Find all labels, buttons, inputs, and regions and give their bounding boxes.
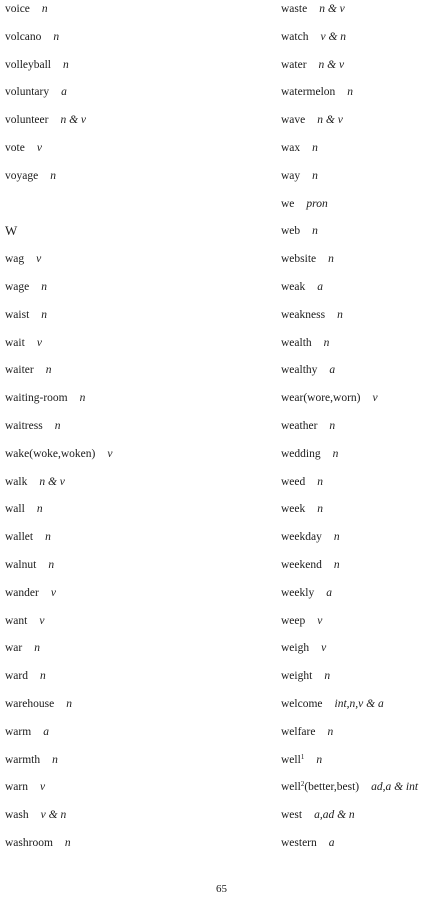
vocabulary-entry [281,778,441,806]
entry-part-of-speech: v [50,586,56,599]
entry-word [281,417,317,435]
entry-word [281,167,300,185]
entry-part-of-speech: n [333,558,340,571]
vocabulary-entry [281,612,441,640]
vocabulary-entry [281,111,441,139]
entry-word-text: wear(wore,worn) [281,392,361,405]
entry-part-of-speech: n [34,642,40,655]
entry-word-text: warehouse [5,697,55,710]
blank-row [5,195,265,223]
entry-word [281,389,361,407]
entry-word-text: volunteer [5,114,49,127]
entry-part-of-speech: n [41,280,48,293]
entry-word-text: weekday [281,531,322,544]
vocabulary-entry [5,306,265,334]
entry-part-of-speech: n [45,531,51,544]
vocabulary-entry [5,28,265,56]
entry-part-of-speech: v [36,141,42,154]
vocabulary-entry [5,556,265,584]
entry-word-text: wax [281,141,301,154]
entry-word [5,389,68,407]
entry-word [281,445,321,463]
entry-word-text: waste [281,3,308,15]
vocabulary-entry [5,417,265,445]
vocabulary-entry [5,334,265,362]
entry-word [5,139,25,157]
entry-word [5,28,41,46]
entry-word-text: wag [5,253,25,266]
entry-word-text: weak [281,280,306,293]
vocabulary-entry [5,528,265,556]
vocabulary-entry [5,361,265,389]
vocabulary-entry [5,584,265,612]
entry-word-text: wave [281,114,306,127]
entry-word-text: water [281,58,307,71]
entry-word-text: walk [5,475,28,488]
entry-part-of-speech: n [54,419,61,432]
entry-word-superscript: 1 [300,752,305,761]
entry-part-of-speech: a,ad & n [314,809,355,822]
entry-word [5,695,54,713]
entry-part-of-speech: v [36,336,42,349]
vocabulary-entry [5,473,265,501]
vocabulary-entry [281,667,441,695]
vocabulary-entry [5,0,265,28]
vocabulary-entry [5,278,265,306]
entry-word-text: voluntary [5,86,50,99]
vocabulary-entry [5,667,265,695]
vocabulary-entry [5,639,265,667]
entry-word-text: waitress [5,419,43,432]
entry-part-of-speech: n & v [318,58,345,71]
vocabulary-entry [5,806,265,834]
entry-word [5,500,25,518]
entry-word-text: warn [5,781,28,794]
entry-word-text: weigh [281,642,310,655]
entry-part-of-speech: n [317,503,324,516]
entry-word [5,0,30,18]
entry-part-of-speech: n [329,419,336,432]
entry-word-text: wallet [5,531,34,544]
entry-part-of-speech: n & v [319,3,345,15]
entry-word-text: wake(woke,woken) [5,447,96,460]
vocabulary-entry [5,500,265,528]
entry-word-text: western [281,836,317,849]
entry-word [5,612,27,630]
entry-word [281,0,307,18]
entry-word-text: wall [5,503,25,516]
entry-word-text: way [281,169,301,182]
entry-word [281,806,302,824]
entry-word [281,306,325,324]
entry-word-text: warm [5,725,32,738]
entry-word [281,195,294,213]
entry-word-text: weight [281,670,313,683]
entry-word-text: want [5,614,28,627]
vocabulary-entry [281,639,441,667]
vocabulary-entry [281,0,441,28]
vocabulary-entry [281,222,441,250]
vocabulary-entry [281,306,441,334]
entry-part-of-speech: ad,a & int [371,781,419,794]
entry-part-of-speech: n [323,336,330,349]
entry-word [5,667,28,685]
entry-word [5,473,27,491]
page-number: 65 [216,883,227,895]
entry-word-text: weep [281,614,306,627]
entry-word [5,83,49,101]
entry-word-text: wander [5,586,39,599]
vocabulary-entry [281,723,441,751]
entry-part-of-speech: n [64,836,71,849]
vocabulary-entry [281,361,441,389]
entry-word-text: waiting-room [5,392,68,405]
entry-word-text: watermelon [281,86,336,99]
entry-word [281,556,322,574]
entry-part-of-speech: n [41,308,48,321]
entry-part-of-speech: n [45,364,52,377]
entry-word [5,806,29,824]
vocabulary-entry [5,778,265,806]
entry-word-text: waiter [5,364,34,377]
entry-word [281,222,300,240]
letter-heading-text: W [5,223,18,239]
entry-part-of-speech: v [372,392,378,405]
entry-word-text: well [281,753,301,766]
entry-word [281,723,315,741]
entry-word-text: wait [5,336,25,349]
entry-word-text: wedding [281,447,321,460]
entry-word [5,751,40,769]
entry-word-text: volleyball [5,58,51,71]
vocabulary-entry [281,167,441,195]
entry-word-text: well [281,781,301,794]
entry-word-text: web [281,225,301,238]
entry-word-text: watch [281,30,309,43]
vocabulary-entry [281,834,441,862]
entry-word-text: waist [5,308,30,321]
entry-word [5,334,25,352]
entry-word [281,751,304,769]
entry-part-of-speech: n [337,308,343,321]
entry-word-text: walnut [5,558,37,571]
entry-word-text: week [281,503,306,516]
vocabulary-entry [5,83,265,111]
vocabulary-entry [5,723,265,751]
entry-word [281,139,300,157]
vocabulary-entry [281,528,441,556]
entry-word [281,278,305,296]
entry-word-text: wash [5,809,29,822]
vocabulary-entry [5,56,265,84]
entry-part-of-speech: v [321,642,327,655]
entry-word-text: weather [281,419,318,432]
entry-part-of-speech: n [328,253,334,266]
vocabulary-entry [281,139,441,167]
vocabulary-entry [281,250,441,278]
entry-word [281,473,305,491]
entry-word-text: ward [5,670,28,683]
vocabulary-entry [281,28,441,56]
entry-word-text: wage [5,280,30,293]
entry-part-of-speech: n [41,3,48,15]
entry-word-text: website [281,253,317,266]
entry-part-of-speech: n [312,141,318,154]
entry-part-of-speech: a [329,364,336,377]
entry-part-of-speech: n [317,475,324,488]
entry-word [5,306,29,324]
entry-part-of-speech: n [327,725,334,738]
vocabulary-entry [5,612,265,640]
entry-word-text: vote [5,141,25,154]
entry-part-of-speech: n [332,447,339,460]
entry-word [5,528,33,546]
entry-word-text: weekly [281,586,315,599]
entry-word [281,111,305,129]
entry-part-of-speech: n [36,503,43,516]
entry-word [281,334,312,352]
entry-part-of-speech: n [66,697,72,710]
entry-word [281,83,335,101]
vocabulary-entry [281,56,441,84]
entry-word-superscript: 2 [300,780,305,789]
entry-word [281,28,308,46]
entry-part-of-speech: a [43,725,49,738]
vocabulary-entry [5,167,265,195]
entry-word [281,500,305,518]
entry-word-text: voice [5,3,30,15]
entry-part-of-speech: a [61,86,67,99]
entry-word [5,250,24,268]
entry-word [281,250,316,268]
vocabulary-entry [281,445,441,473]
entry-part-of-speech: n [50,169,56,182]
entry-word-text: weekend [281,558,322,571]
entry-part-of-speech: v [317,614,323,627]
entry-word [281,639,309,657]
entry-word [281,56,307,74]
vocabulary-entry [5,250,265,278]
entry-word [5,111,48,129]
entry-part-of-speech: a [317,280,324,293]
entry-part-of-speech: a [328,836,335,849]
vocabulary-entry [281,83,441,111]
vocabulary-entry [5,834,265,862]
vocabulary-entry [5,695,265,723]
entry-word-text: wealth [281,336,312,349]
entry-word-text: weakness [281,308,326,321]
entry-word-text: warmth [5,753,41,766]
vocabulary-entry [281,278,441,306]
entry-word [281,667,312,685]
entry-part-of-speech: n [324,670,331,683]
entry-word-text: voyage [5,169,39,182]
entry-word [281,834,317,852]
vocabulary-entry [5,111,265,139]
entry-word [5,417,43,435]
entry-part-of-speech: n & v [60,114,86,127]
vocabulary-entry [281,389,441,417]
vocabulary-entry [5,445,265,473]
entry-word [5,361,34,379]
entry-word [5,723,31,741]
entry-word-text: washroom [5,836,53,849]
entry-word [281,695,323,713]
entry-word-text: we [281,197,295,210]
entry-word [281,584,314,602]
entry-word [5,584,39,602]
entry-part-of-speech: n [40,670,46,683]
entry-part-of-speech: n [52,753,58,766]
entry-word-text: wealthy [281,364,318,377]
entry-part-of-speech: n & v [39,475,65,488]
entry-word [281,361,317,379]
entry-part-of-speech: pron [306,197,328,210]
entry-word [281,528,322,546]
vocabulary-entry [281,556,441,584]
entry-part-of-speech: n [333,531,340,544]
vocabulary-entry [281,195,441,223]
entry-part-of-speech: int,n,v & a [334,697,384,710]
entry-word [5,639,22,657]
entry-part-of-speech: v [36,253,42,266]
vocabulary-entry [5,389,265,417]
vocabulary-entry [281,584,441,612]
vocabulary-entry [5,751,265,779]
entry-part-of-speech: a [326,586,332,599]
word-list-left-column [5,0,265,862]
vocabulary-entry [281,500,441,528]
entry-word [281,778,359,796]
entry-word-text: west [281,809,303,822]
vocabulary-entry [281,334,441,362]
entry-word [281,612,305,630]
entry-word-text: welcome [281,697,323,710]
word-list-right-column [281,0,441,862]
entry-word-text: welfare [281,725,316,738]
entry-word [5,556,36,574]
entry-part-of-speech: n [316,753,323,766]
entry-part-of-speech: n [312,225,318,238]
entry-word [5,778,28,796]
entry-part-of-speech: n [79,392,86,405]
vocabulary-entry [5,139,265,167]
entry-word [5,445,95,463]
letter-heading [5,222,265,250]
entry-part-of-speech: n [347,86,354,99]
entry-part-of-speech: v [107,447,113,460]
entry-part-of-speech: v & n [40,809,67,822]
entry-part-of-speech: n [53,30,60,43]
entry-part-of-speech: n [48,558,55,571]
vocabulary-entry [281,417,441,445]
entry-word [5,278,29,296]
vocabulary-entry [281,695,441,723]
vocabulary-entry [281,473,441,501]
entry-word-text: war [5,642,23,655]
entry-word [5,56,51,74]
entry-part-of-speech: n [312,169,318,182]
entry-part-of-speech: n [63,58,69,71]
entry-word [5,167,38,185]
vocabulary-entry [281,751,441,779]
entry-part-of-speech: v [40,781,46,794]
entry-word-text: weed [281,475,306,488]
entry-part-of-speech: n & v [317,114,343,127]
entry-word-forms: (better,best) [304,781,360,794]
entry-part-of-speech: v [39,614,45,627]
entry-part-of-speech: v & n [320,30,347,43]
entry-word-text: volcano [5,30,42,43]
entry-word [5,834,53,852]
vocabulary-entry [281,806,441,834]
